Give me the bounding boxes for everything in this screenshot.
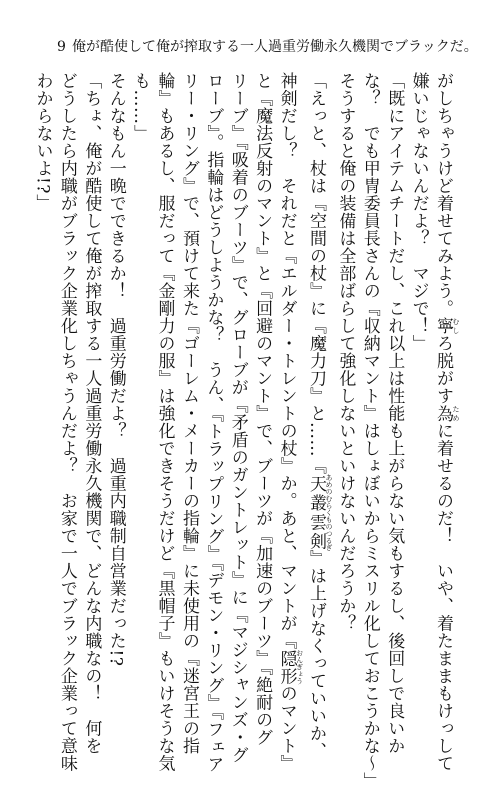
- text-line-4: な？ でも甲冑委員長さんの『収納マント』はしょぼいからミスリル化しておこうかな～」: [359, 72, 380, 790]
- running-header: 俺が酷使して俺が搾取する一人過重労働永久機関でブラックだ。: [72, 39, 478, 55]
- ruby-annotation: 天叢雲剣 あめのむらくものつるぎ: [305, 473, 333, 551]
- ruby-annotation: 為 ため: [433, 404, 460, 422]
- text-line-16: どうしたら内職がブラック企業化しちゃうんだよ？ お家で一人でブラック企業って意味: [56, 72, 77, 772]
- text-line-7: [274, 72, 304, 772]
- text-segment: に着せるのだ！ いや、着たままもけっして: [433, 422, 453, 772]
- text-segment: 「えっと、杖は『空間の杖』に『魔力刀』と……『: [305, 72, 326, 475]
- text-segment: 神剣だし？ それだと『エルダー・トレントの杖』か。あと、マントが『: [276, 72, 297, 650]
- text-line-12: 輪』もあるし、服だって『金剛力の服』は強化できそうだけど『黒帽子』もいけそうな気: [154, 72, 175, 772]
- text-line-1: [431, 72, 460, 772]
- text-line-5: そうすると俺の装備は全部ばらして強化しないといけないんだろうか？: [335, 72, 356, 632]
- page-number: 9: [57, 39, 66, 55]
- text-line-10: ローブ』。指輪はどうしようかな？ うん、『トラップリング』『デモン・リング』『フェア: [203, 72, 224, 773]
- text-line-14: そんなもん一晩でできるか！ 過重労働だよ？ 過重内職制自営業だった!?: [105, 72, 126, 667]
- body-text: [30, 72, 460, 790]
- text-segment: のマント』: [276, 684, 297, 772]
- text-line-2: 嫌いじゃないんだよ？ マジで！」: [408, 72, 429, 352]
- text-line-8: と『魔法反射のマント』と『回避のマント』で、ブーツが『加速のブーツ』『絶耐のグ: [252, 72, 273, 746]
- ruby-annotation: 寧 むし: [433, 317, 460, 335]
- text-segment: ろ脱がす: [433, 334, 453, 405]
- text-line-13: も……」: [130, 72, 151, 142]
- text-segment: がしちゃうけど着せてみよう。: [433, 72, 453, 317]
- text-line-11: リー・リング』で、預けて来た『ゴーレム・メーカーの指輪』に未使用の『迷宮王の指: [178, 72, 199, 755]
- text-line-3: 「既にアイテムチートだし、これ以上は性能も上がらない気もするし、後回しで良いか: [384, 72, 405, 755]
- text-line-17: わからないよ!?」: [32, 72, 53, 212]
- text-line-15: 「ちょ、俺が酷使して俺が搾取する一人過重労働永久機関で、どんな内職なの！ 何を: [81, 72, 102, 755]
- text-line-6: [304, 72, 333, 760]
- ruby-annotation: 隠形 おんぎょう: [276, 649, 304, 685]
- text-segment: 』は上げなくっていいか、: [305, 549, 326, 760]
- text-line-9: リーブ』『吸着のブーツ』で、グローブが『矛盾のガントレット』に『マジシャンズ・グ: [227, 72, 248, 764]
